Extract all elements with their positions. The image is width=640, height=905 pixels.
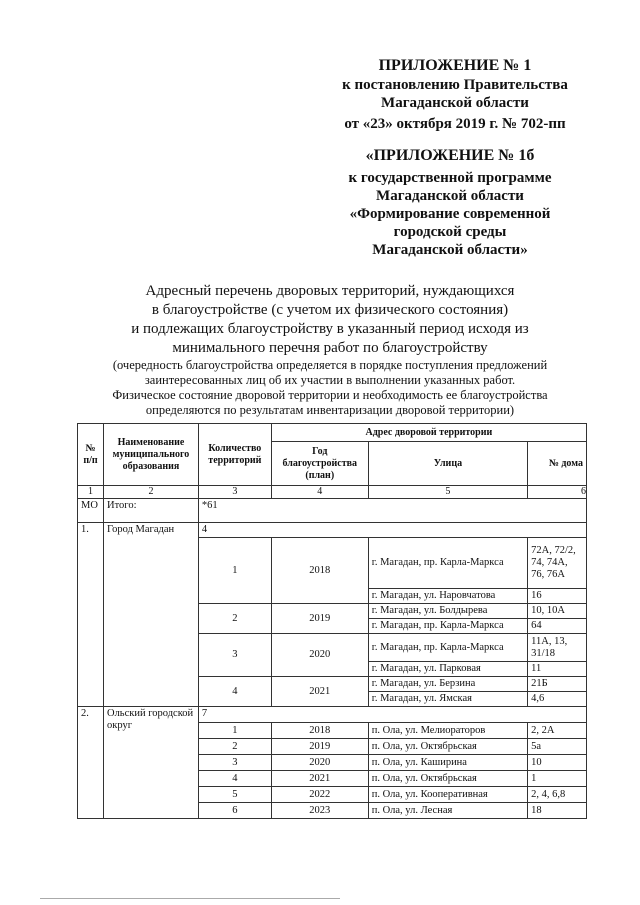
title-line: минимального перечня работ по благоустройству [172,340,488,356]
territory-street: п. Ола, ул. Лесная [368,803,527,819]
col-number: 5 [368,486,527,499]
municipality-num: 2. [78,707,104,819]
territory-year: 2019 [271,739,368,755]
header-year: Год благоустройства (план) [271,442,368,486]
program-line: «Формирование современной [349,206,551,222]
header-num: № п/п [78,424,104,486]
territory-street: п. Ола, ул. Каширина [368,755,527,771]
territory-house: 10, 10А [528,604,587,619]
territory-house: 4,6 [528,692,587,707]
territory-street: п. Ола, ул. Мелиораторов [368,723,527,739]
appendix-line: к постановлению Правительства [342,77,568,93]
territory-street: г. Магадан, пр. Карла-Маркса [368,538,527,589]
title-note-line: (очередность благоустройства определяется в порядке поступления предложений [112,358,548,372]
header-name: Наименование муниципального образования [103,424,198,486]
territory-street: п. Ола, ул. Октябрьская [368,739,527,755]
territory-index: 4 [198,771,271,787]
territory-index: 2 [198,604,271,634]
territory-street: г. Магадан, пр. Карла-Маркса [368,634,527,662]
territory-index: 2 [198,739,271,755]
title-line: Адресный перечень дворовых территорий, нуждающихся [145,283,515,299]
program-line: Магаданской области» [372,242,528,258]
territory-index: 6 [198,803,271,819]
municipality-name: Город Магадан [103,523,198,707]
territory-index: 3 [198,755,271,771]
territory-index: 4 [198,677,271,707]
col-number: 6 [528,486,587,499]
territory-year: 2018 [271,723,368,739]
territory-house: 11А, 13, 31/18 [528,634,587,662]
program-line: Магаданской области [376,188,524,204]
territory-index: 1 [198,538,271,604]
territory-house: 21Б [528,677,587,692]
title-note-line: Физическое состояние дворовой территории и необходимость ее благоустройства [112,388,548,402]
appendix-line: Магаданской области [381,95,529,111]
column-number-row [78,486,587,499]
col-number: 3 [198,486,271,499]
total-row [78,499,587,523]
territory-street: г. Магадан, ул. Болдырева [368,604,527,619]
territory-house: 11 [528,662,587,677]
program-appendix-title: «ПРИЛОЖЕНИЕ № 1б [365,147,535,164]
header-street: Улица [368,442,527,486]
municipality-count: 4 [198,523,586,538]
territory-street: г. Магадан, ул. Наровчатова [368,589,527,604]
territory-index: 3 [198,634,271,677]
municipality-name: Ольский городской округ [103,707,198,819]
program-line: к государственной программе [348,170,552,186]
header-count: Количество территорий [198,424,271,486]
program-line: городской среды [393,224,507,240]
municipality-num: 1. [78,523,104,707]
territory-street: г. Магадан, пр. Карла-Маркса [368,619,527,634]
col-number: 4 [271,486,368,499]
municipality-count: 7 [198,707,586,723]
territory-house: 1 [528,771,587,787]
territory-year: 2018 [271,538,368,604]
territory-street: п. Ола, ул. Кооперативная [368,787,527,803]
territory-house: 2, 4, 6,8 [528,787,587,803]
total-label: Итого: [103,499,198,523]
title-note-line: заинтересованных лиц об их участии в выполнении указанных работ. [144,373,516,387]
territory-year: 2023 [271,803,368,819]
appendix-line: от «23» октября 2019 г. № 702-пп [344,116,566,132]
address-table [77,423,587,819]
territory-year: 2019 [271,604,368,634]
territory-house: 10 [528,755,587,771]
title-line: и подлежащих благоустройству в указанный период исходя из [131,321,529,337]
appendix-title: ПРИЛОЖЕНИЕ № 1 [378,57,532,74]
program-appendix-header [330,146,570,259]
territory-street: г. Магадан, ул. Ямская [368,692,527,707]
territory-year: 2021 [271,677,368,707]
document-title [60,282,600,418]
appendix-header [340,56,570,133]
territory-year: 2020 [271,755,368,771]
col-number: 1 [78,486,104,499]
col-number: 2 [103,486,198,499]
territory-year: 2020 [271,634,368,677]
title-note-line: определяются по результатам инвентаризации дворовой территории) [145,403,515,417]
territory-house: 64 [528,619,587,634]
title-line: в благоустройстве (с учетом их физического состояния) [151,302,509,318]
territory-index: 1 [198,723,271,739]
territory-house: 18 [528,803,587,819]
territory-year: 2021 [271,771,368,787]
territory-house: 72А, 72/2, 74, 74А, 76, 76А [528,538,587,589]
territory-house: 16 [528,589,587,604]
territory-year: 2022 [271,787,368,803]
territory-house: 2, 2А [528,723,587,739]
header-house: № дома [528,442,587,486]
territory-street: г. Магадан, ул. Берзина [368,677,527,692]
total-code: МО [78,499,104,523]
territory-street: п. Ола, ул. Октябрьская [368,771,527,787]
territory-house: 5а [528,739,587,755]
municipality-row [78,523,587,538]
page-bottom-rule [40,898,340,899]
header-address: Адрес дворовой территории [271,424,586,442]
municipality-row [78,707,587,723]
territory-street: г. Магадан, ул. Парковая [368,662,527,677]
territory-index: 5 [198,787,271,803]
total-value: *61 [198,499,586,523]
